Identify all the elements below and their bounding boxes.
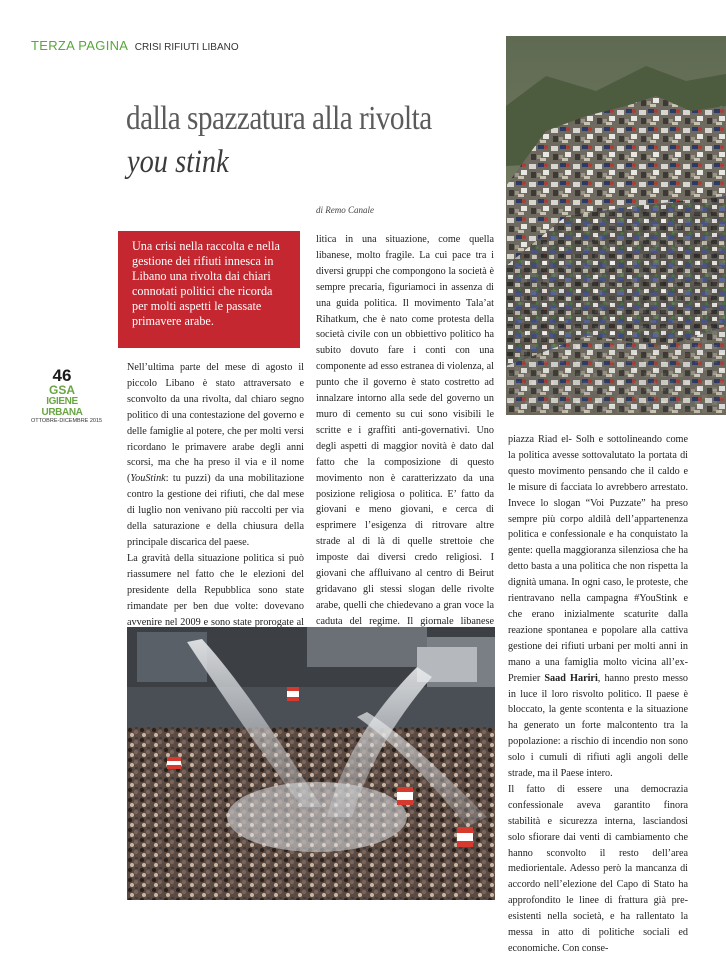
magazine-short: GSA [48, 383, 75, 397]
lead-box [118, 231, 300, 348]
issue-date: OTTOBRE-DICEMBRE 2015 [31, 418, 103, 424]
section-label: TERZA PAGINA [31, 38, 129, 53]
body-column-1 [127, 360, 304, 662]
lead-text: Una crisi nella raccolta e nella gestione dei rifiuti innesca in Libano una rivolta dai chiari connotati politici che ricorda per molti aspetti le passate primavere arabe. [132, 239, 280, 328]
garbage-pile-photo [506, 36, 726, 415]
text: La gravità della situazione politica si può riassumere nel fatto che le elezioni del presidente della Repubblica sono state rimandate per ben due volte: dovevano avvenire nel 2009 e sono state prorogate al [127, 552, 304, 628]
article-title: dalla spazzatura alla rivolta [126, 100, 432, 137]
page-number: 46 [52, 366, 72, 385]
paragraph [508, 432, 688, 782]
garbage-pile-image [506, 36, 726, 415]
magazine-name: IGIENE URBANA [41, 396, 83, 418]
page-sidebar [31, 366, 103, 425]
text: piazza Riad el- Solh e sottolineando come la politica avesse sottovalutato la portata di questo movimento pensando che il caldo e le misure di facciata lo avrebbero arrestato. Invece lo slogan “Voi Puzzate” ha preso sempre più corpo aldilà dell’appartenenza politica e confessionale e ha conquistato la gente: quella maggioranza silenziosa che ha detto basta a una politica che non rispetta la dignità umana. In ogni caso, le proteste, che rientravano nella campagna #YouStink e che erano inizialmente scaturite dalla reazione spontanea e popolare alla cattiva gestione dei rifiuti urbani per molti anni in mano a una famiglia molto vicina all’ex-Premier [508, 434, 688, 684]
text: , hanno presto messo in luce il loro risvolto politico. Il paese è bloccato, la gente scontenta e la situazione ha generato un forte malcontento tra la popolazione: a rischio di incendio non sono solo i cumuli di rifiuti agli angoli delle strade, ma il Paese intero. [508, 672, 689, 780]
text: litica in una situazione, come quella libanese, molto fragile. La cui pace tra i diversi gruppi che compongono la società è sempre precaria, figuriamoci in assenza di una guida politica. Il movimento Tala’at Rihatkum, che è nato come protesta della società civile con un obbiettivo politico ha subito dovuto fare i conti con una componente ad esso estranea di violenza, al punto che il governo è stato costretto ad innalzare intorno alla sede del governo un muro di cemento su cui sono visibili le scritte e i graffiti anti-governativi. Uno degli aspetti di maggior novità è dato dal fatto che la composizione di questo movimento non è caratterizzato da una posizione religiosa o politica. E’ fatto da giovani e meno giovani, e cerca di esprimere l’esigenza di ritrovare altre strade al di là di quelle strettoie che imposte dai diversi credo religiosi. I giovani che affluivano al centro di Beirut gridavano gli stessi slogan delle rivolte arabe, quelli che chiedevano a gran voce la caduta del regime. Il giornale libanese [316, 234, 494, 627]
paragraph [127, 360, 304, 551]
body-column-3 [508, 432, 688, 957]
topic-label: CRISI RIFIUTI LIBANO [134, 42, 239, 53]
article-subtitle: you stink [127, 144, 229, 180]
byline: di Remo Canale [316, 205, 374, 215]
protest-photo [127, 627, 495, 900]
section-header [31, 37, 239, 55]
text: Il fatto di essere una democrazia confessionale aveva garantito finora stabilità e sicurezza interna, lasciandosi solo sfiorare dai venti di cambiamento che hanno sconvolto il resto dell’area mediorientale. Adesso però la mancanza di accordo nell’elezione del Capo di Stato ha approfondito le linee di frattura già pre-esistenti nella società, e ha rallentato la messa in atto di politiche sociali ed economiche. Con conse- [508, 783, 688, 954]
text: Nell’ultima parte del mese di agosto il piccolo Libano è stato attraversato e sconvolto da una rivolta, dal chiaro segno politico di una contestazione del governo e delle famiglie al potere, che per molti versi ricordano le primavere arabe degli anni scorsi, ma che ha preso il via e il nome ( [127, 362, 304, 485]
emphasis: YouStink [130, 473, 166, 485]
paragraph [508, 782, 688, 957]
person-name: Saad Hariri [544, 672, 598, 684]
protest-image [127, 627, 495, 900]
text: : tu puzzi) da una mobilitazione contro la gestione dei rifiuti, che dal mese di luglio non venivano più raccolti per via della saturazione e della chiusura della principale discarica del paese. [127, 473, 304, 548]
